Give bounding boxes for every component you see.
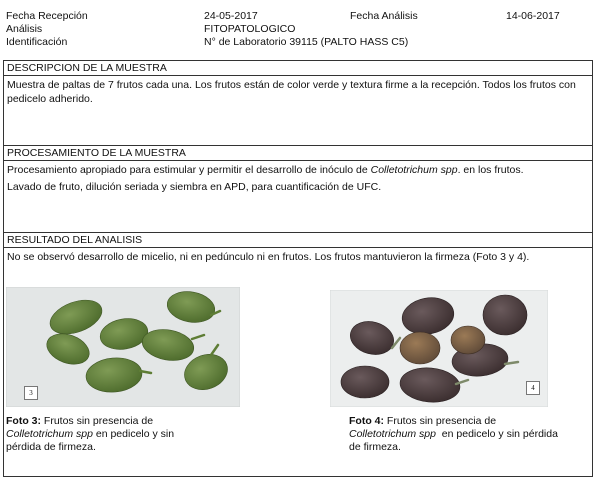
photo-4-caption-line-1 [349, 415, 558, 428]
photo-4-caption-bold: Foto 4: [349, 415, 384, 427]
photo-3-caption-text-2: en pedicelo y sin [92, 428, 175, 440]
descripcion-title: DESCRIPCION DE LA MUESTRA [4, 61, 592, 76]
fecha-recepcion-label: Fecha Recepción [6, 10, 88, 22]
procesamiento-line-1 [7, 163, 589, 177]
procesamiento-title: PROCESAMIENTO DE LA MUESTRA [4, 146, 592, 161]
fecha-recepcion-value: 24-05-2017 [204, 10, 258, 22]
photo-3-caption-bold: Foto 3: [6, 415, 41, 427]
descripcion-line-2: pedicelo adherido. [7, 93, 93, 105]
identificacion-label: Identificación [6, 36, 68, 48]
descripcion-section [3, 60, 593, 146]
analisis-label: Análisis [6, 23, 43, 35]
photo-4 [330, 290, 548, 407]
descripcion-line-1: Muestra de paltas de 7 frutos cada una. Los frutos están de color verde y textura firme a la recepción. Todos los frutos con [7, 79, 576, 91]
analisis-value: FITOPATOLOGICO [204, 23, 296, 35]
photo-4-caption [349, 415, 558, 454]
descripcion-body [4, 76, 592, 108]
fecha-analisis-value: 14-06-2017 [506, 10, 560, 22]
photo-3-caption-line-3: pérdida de firmeza. [6, 441, 96, 453]
resultado-title: RESULTADO DEL ANALISIS [4, 233, 592, 248]
photo-3-caption-line-1 [6, 415, 174, 428]
photo-4-caption-italic: Colletotrichum spp [349, 428, 436, 440]
procesamiento-line-2: Lavado de fruto, dilución seriada y siembra en APD, para cuantificación de UFC. [7, 181, 382, 193]
identificacion-value: N° de Laboratorio 39115 (PALTO HASS C5) [204, 36, 409, 48]
photo-4-caption-line-2 [349, 428, 558, 441]
photo-3-image [6, 287, 240, 407]
photo-3-caption-text-1: Frutos sin presencia de [41, 415, 154, 427]
photo-4-tag: 4 [526, 381, 540, 395]
photo-3-caption [6, 415, 174, 454]
procesamiento-line-1-italic: Colletotrichum spp [370, 164, 458, 176]
photo-4-image [330, 290, 548, 407]
procesamiento-line-1-post: . en los frutos. [457, 164, 524, 176]
resultado-line-1: No se observó desarrollo de micelio, ni en pedúnculo ni en frutos. Los frutos mantuvieron la firmeza (Foto 3 y 4). [7, 251, 530, 263]
photo-3-caption-line-2 [6, 428, 174, 441]
fecha-analisis-label: Fecha Análisis [350, 10, 418, 22]
photo-3-caption-italic: Colletotrichum spp [6, 428, 93, 440]
photo-4-caption-text-2: en pedicelo y sin pérdida [435, 428, 558, 440]
photo-3-tag: 3 [24, 386, 38, 400]
resultado-body [4, 248, 592, 266]
procesamiento-section [3, 145, 593, 233]
procesamiento-body [4, 161, 592, 196]
photo-4-caption-text-1: Frutos sin presencia de [384, 415, 497, 427]
procesamiento-line-1-pre: Procesamiento apropiado para estimular y permitir el desarrollo de inóculo de [7, 164, 371, 176]
photo-3 [6, 287, 240, 407]
photo-4-caption-line-3: de firmeza. [349, 441, 401, 453]
